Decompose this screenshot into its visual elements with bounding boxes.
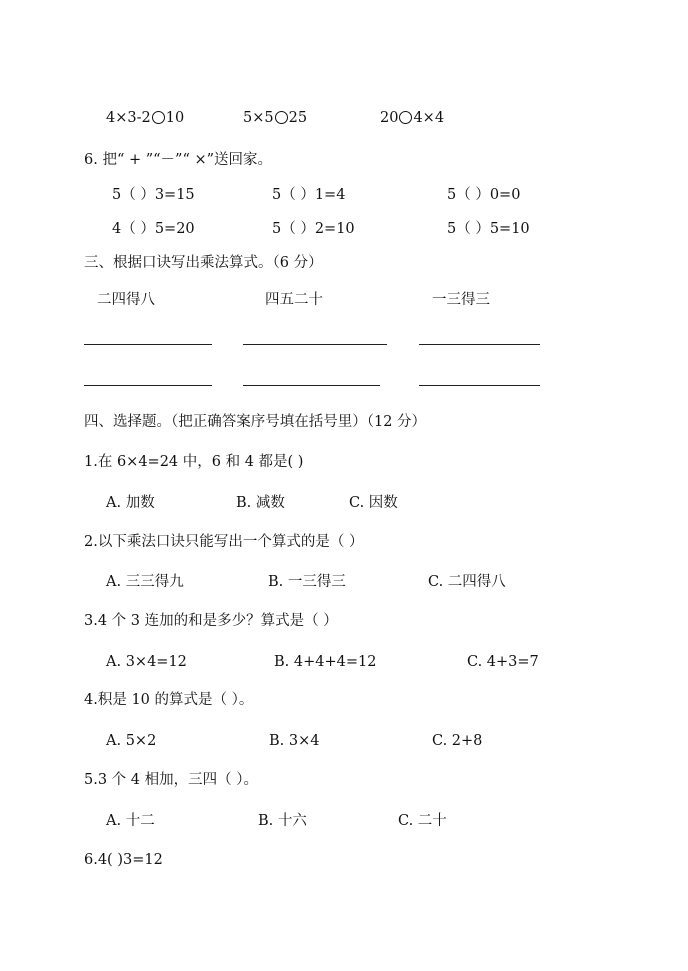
compare-expression-2: 5×5 25 [243, 110, 308, 126]
rhyme-label: 一三得三 [432, 292, 490, 308]
q6-title: 6. 把“ + ”“－”“ ×”送回家。 [84, 152, 273, 168]
option-a[interactable]: A. 加数 [106, 495, 155, 511]
answer-line[interactable] [243, 385, 380, 386]
option-c[interactable]: C. 4+3=7 [467, 654, 539, 670]
answer-line[interactable] [84, 385, 212, 386]
option-c[interactable]: C. 二十 [398, 813, 447, 829]
option-a[interactable]: A. 5×2 [106, 733, 157, 749]
option-a[interactable]: A. 3×4=12 [106, 654, 187, 670]
option-b[interactable]: B. 十六 [258, 813, 307, 829]
rhyme-label: 二四得八 [97, 292, 155, 308]
compare-circle[interactable] [399, 111, 412, 124]
option-b[interactable]: B. 减数 [236, 495, 285, 511]
q6-blank[interactable]: 5（ ）5=10 [447, 221, 530, 237]
option-b[interactable]: B. 3×4 [269, 733, 320, 749]
option-c[interactable]: C. 因数 [349, 495, 398, 511]
compare-expression-3: 20 4×4 [380, 110, 445, 126]
section-4-heading: 四、选择题。（把正确答案序号填在括号里）（12 分） [84, 414, 427, 430]
question-stem: 1.在 6×4=24 中，6 和 4 都是( ) [84, 454, 304, 470]
rhyme-label: 四五二十 [265, 292, 323, 308]
compare-circle[interactable] [152, 111, 165, 124]
option-a[interactable]: A. 三三得九 [106, 574, 184, 590]
q6-blank[interactable]: 4（ ）5=20 [112, 221, 195, 237]
compare-circle[interactable] [275, 111, 288, 124]
option-a[interactable]: A. 十二 [106, 813, 155, 829]
answer-line[interactable] [419, 344, 540, 345]
q6-blank[interactable]: 5（ ）0=0 [447, 187, 521, 203]
option-c[interactable]: C. 2+8 [432, 733, 483, 749]
question-stem: 2.以下乘法口诀只能写出一个算式的是（ ） [84, 534, 364, 550]
answer-line[interactable] [84, 344, 212, 345]
question-stem: 6.4( )3=12 [84, 852, 163, 868]
option-c[interactable]: C. 二四得八 [428, 574, 506, 590]
question-stem: 4.积是 10 的算式是（ ）。 [84, 692, 254, 708]
q6-blank[interactable]: 5（ ）2=10 [272, 221, 355, 237]
q6-blank[interactable]: 5（ ）1=4 [272, 187, 346, 203]
option-b[interactable]: B. 一三得三 [268, 574, 346, 590]
answer-line[interactable] [419, 385, 540, 386]
q6-blank[interactable]: 5（ ）3=15 [112, 187, 195, 203]
compare-expression-1: 4×3-2 10 [106, 110, 185, 126]
answer-line[interactable] [243, 344, 387, 345]
option-b[interactable]: B. 4+4+4=12 [274, 654, 377, 670]
question-stem: 5.3 个 4 相加，三四（ ）。 [84, 772, 258, 788]
section-3-heading: 三、根据口诀写出乘法算式。（6 分） [84, 255, 323, 271]
question-stem: 3.4 个 3 连加的和是多少？算式是（ ） [84, 613, 338, 629]
